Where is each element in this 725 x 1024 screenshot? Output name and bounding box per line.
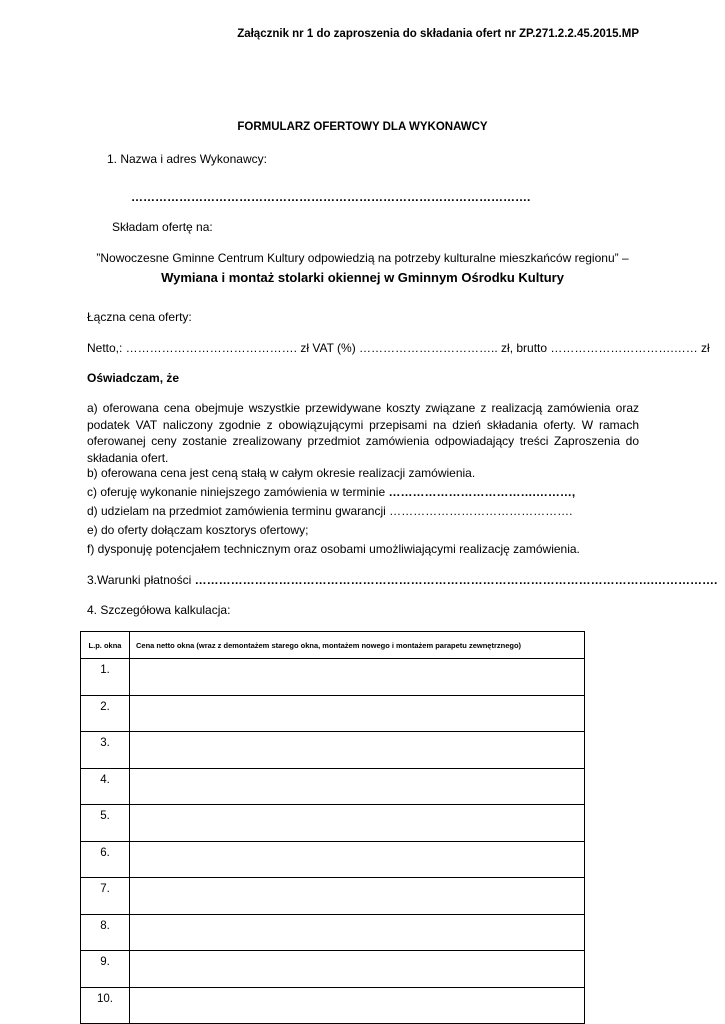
table-row xyxy=(81,768,585,805)
calculation-label: 4. Szczegółowa kalkulacja: xyxy=(87,603,231,617)
price-cell[interactable] xyxy=(130,732,585,769)
row-number: 3. xyxy=(81,732,130,769)
row-number: 7. xyxy=(81,878,130,915)
table-row xyxy=(81,878,585,915)
row-number: 4. xyxy=(81,768,130,805)
contractor-name-dots: ………………………………………………………………………………………. xyxy=(131,190,531,204)
submit-offer-label: Składam ofertę na: xyxy=(112,220,213,234)
contract-subject: Wymiana i montaż stolarki okiennej w Gminnym Ośrodku Kultury xyxy=(161,270,564,285)
row-number: 9. xyxy=(81,951,130,988)
table-header-row xyxy=(81,632,585,659)
contractor-name-label: 1. Nazwa i adres Wykonawcy: xyxy=(107,152,267,166)
price-cell[interactable] xyxy=(130,841,585,878)
row-number: 8. xyxy=(81,914,130,951)
declaration-f: f) dysponuję potencjałem technicznym oraz osobami umożliwiającymi realizację zamówienia. xyxy=(87,542,580,556)
attachment-header: Załącznik nr 1 do zaproszenia do składania ofert nr ZP.271.2.2.45.2015.MP xyxy=(237,28,639,40)
declaration-c-dots: ……………………………….………, xyxy=(388,485,576,499)
project-name-quote: ”Nowoczesne Gminne Centrum Kultury odpowiedzią na potrzeby kulturalne mieszkańców regionu” – xyxy=(96,251,629,265)
row-number: 6. xyxy=(81,841,130,878)
price-cell[interactable] xyxy=(130,914,585,951)
payment-terms xyxy=(87,573,717,587)
calculation-table xyxy=(80,631,585,1024)
form-title: FORMULARZ OFERTOWY DLA WYKONAWCY xyxy=(237,121,488,133)
table-row xyxy=(81,987,585,1024)
price-cell[interactable] xyxy=(130,987,585,1024)
price-cell[interactable] xyxy=(130,768,585,805)
table-row xyxy=(81,695,585,732)
table-row xyxy=(81,732,585,769)
declaration-c xyxy=(87,485,575,499)
price-line: Netto,: ……………………………………. zł VAT (%) …………………………….. zł, brutto ………………………….…… zł xyxy=(87,341,710,355)
table-row xyxy=(81,805,585,842)
declaration-c-text: c) oferuję wykonanie niniejszego zamówienia w terminie xyxy=(87,485,389,499)
col-net-price: Cena netto okna (wraz z demontażem starego okna, montażem nowego i montażem parapetu zewnętrznego) xyxy=(130,632,585,659)
table-row xyxy=(81,841,585,878)
payment-terms-dots: …………………………………………………………………………………………………….……………. xyxy=(194,573,718,587)
price-cell[interactable] xyxy=(130,878,585,915)
price-cell[interactable] xyxy=(130,695,585,732)
declaration-b: b) oferowana cena jest ceną stałą w całym okresie realizacji zamówienia. xyxy=(87,466,476,480)
row-number: 2. xyxy=(81,695,130,732)
table-row xyxy=(81,951,585,988)
price-cell[interactable] xyxy=(130,951,585,988)
payment-terms-label: 3.Warunki płatności xyxy=(87,573,195,587)
col-window-number: L.p. okna xyxy=(81,632,130,659)
row-number: 5. xyxy=(81,805,130,842)
row-number: 1. xyxy=(81,659,130,696)
table-row xyxy=(81,914,585,951)
table-row xyxy=(81,659,585,696)
declaration-a: a) oferowana cena obejmuje wszystkie przewidywane koszty związane z realizacją zamówienia oraz podatek VAT naliczony zgodnie z obowiązującymi przepisami na dzień składania oferty. W ramach oferowanej ceny zostanie zrealizowany przedmiot zamówienia odpowiadający treści Zaproszenia do składania ofert. xyxy=(87,401,639,465)
price-cell[interactable] xyxy=(130,805,585,842)
declaration-e: e) do oferty dołączam kosztorys ofertowy; xyxy=(87,523,309,537)
declaration-d: d) udzielam na przedmiot zamówienia terminu gwarancji ………………………………………. xyxy=(87,504,573,518)
row-number: 10. xyxy=(81,987,130,1024)
price-cell[interactable] xyxy=(130,659,585,696)
total-price-label: Łączna cena oferty: xyxy=(87,310,192,324)
declaration-heading: Oświadczam, że xyxy=(87,371,180,385)
